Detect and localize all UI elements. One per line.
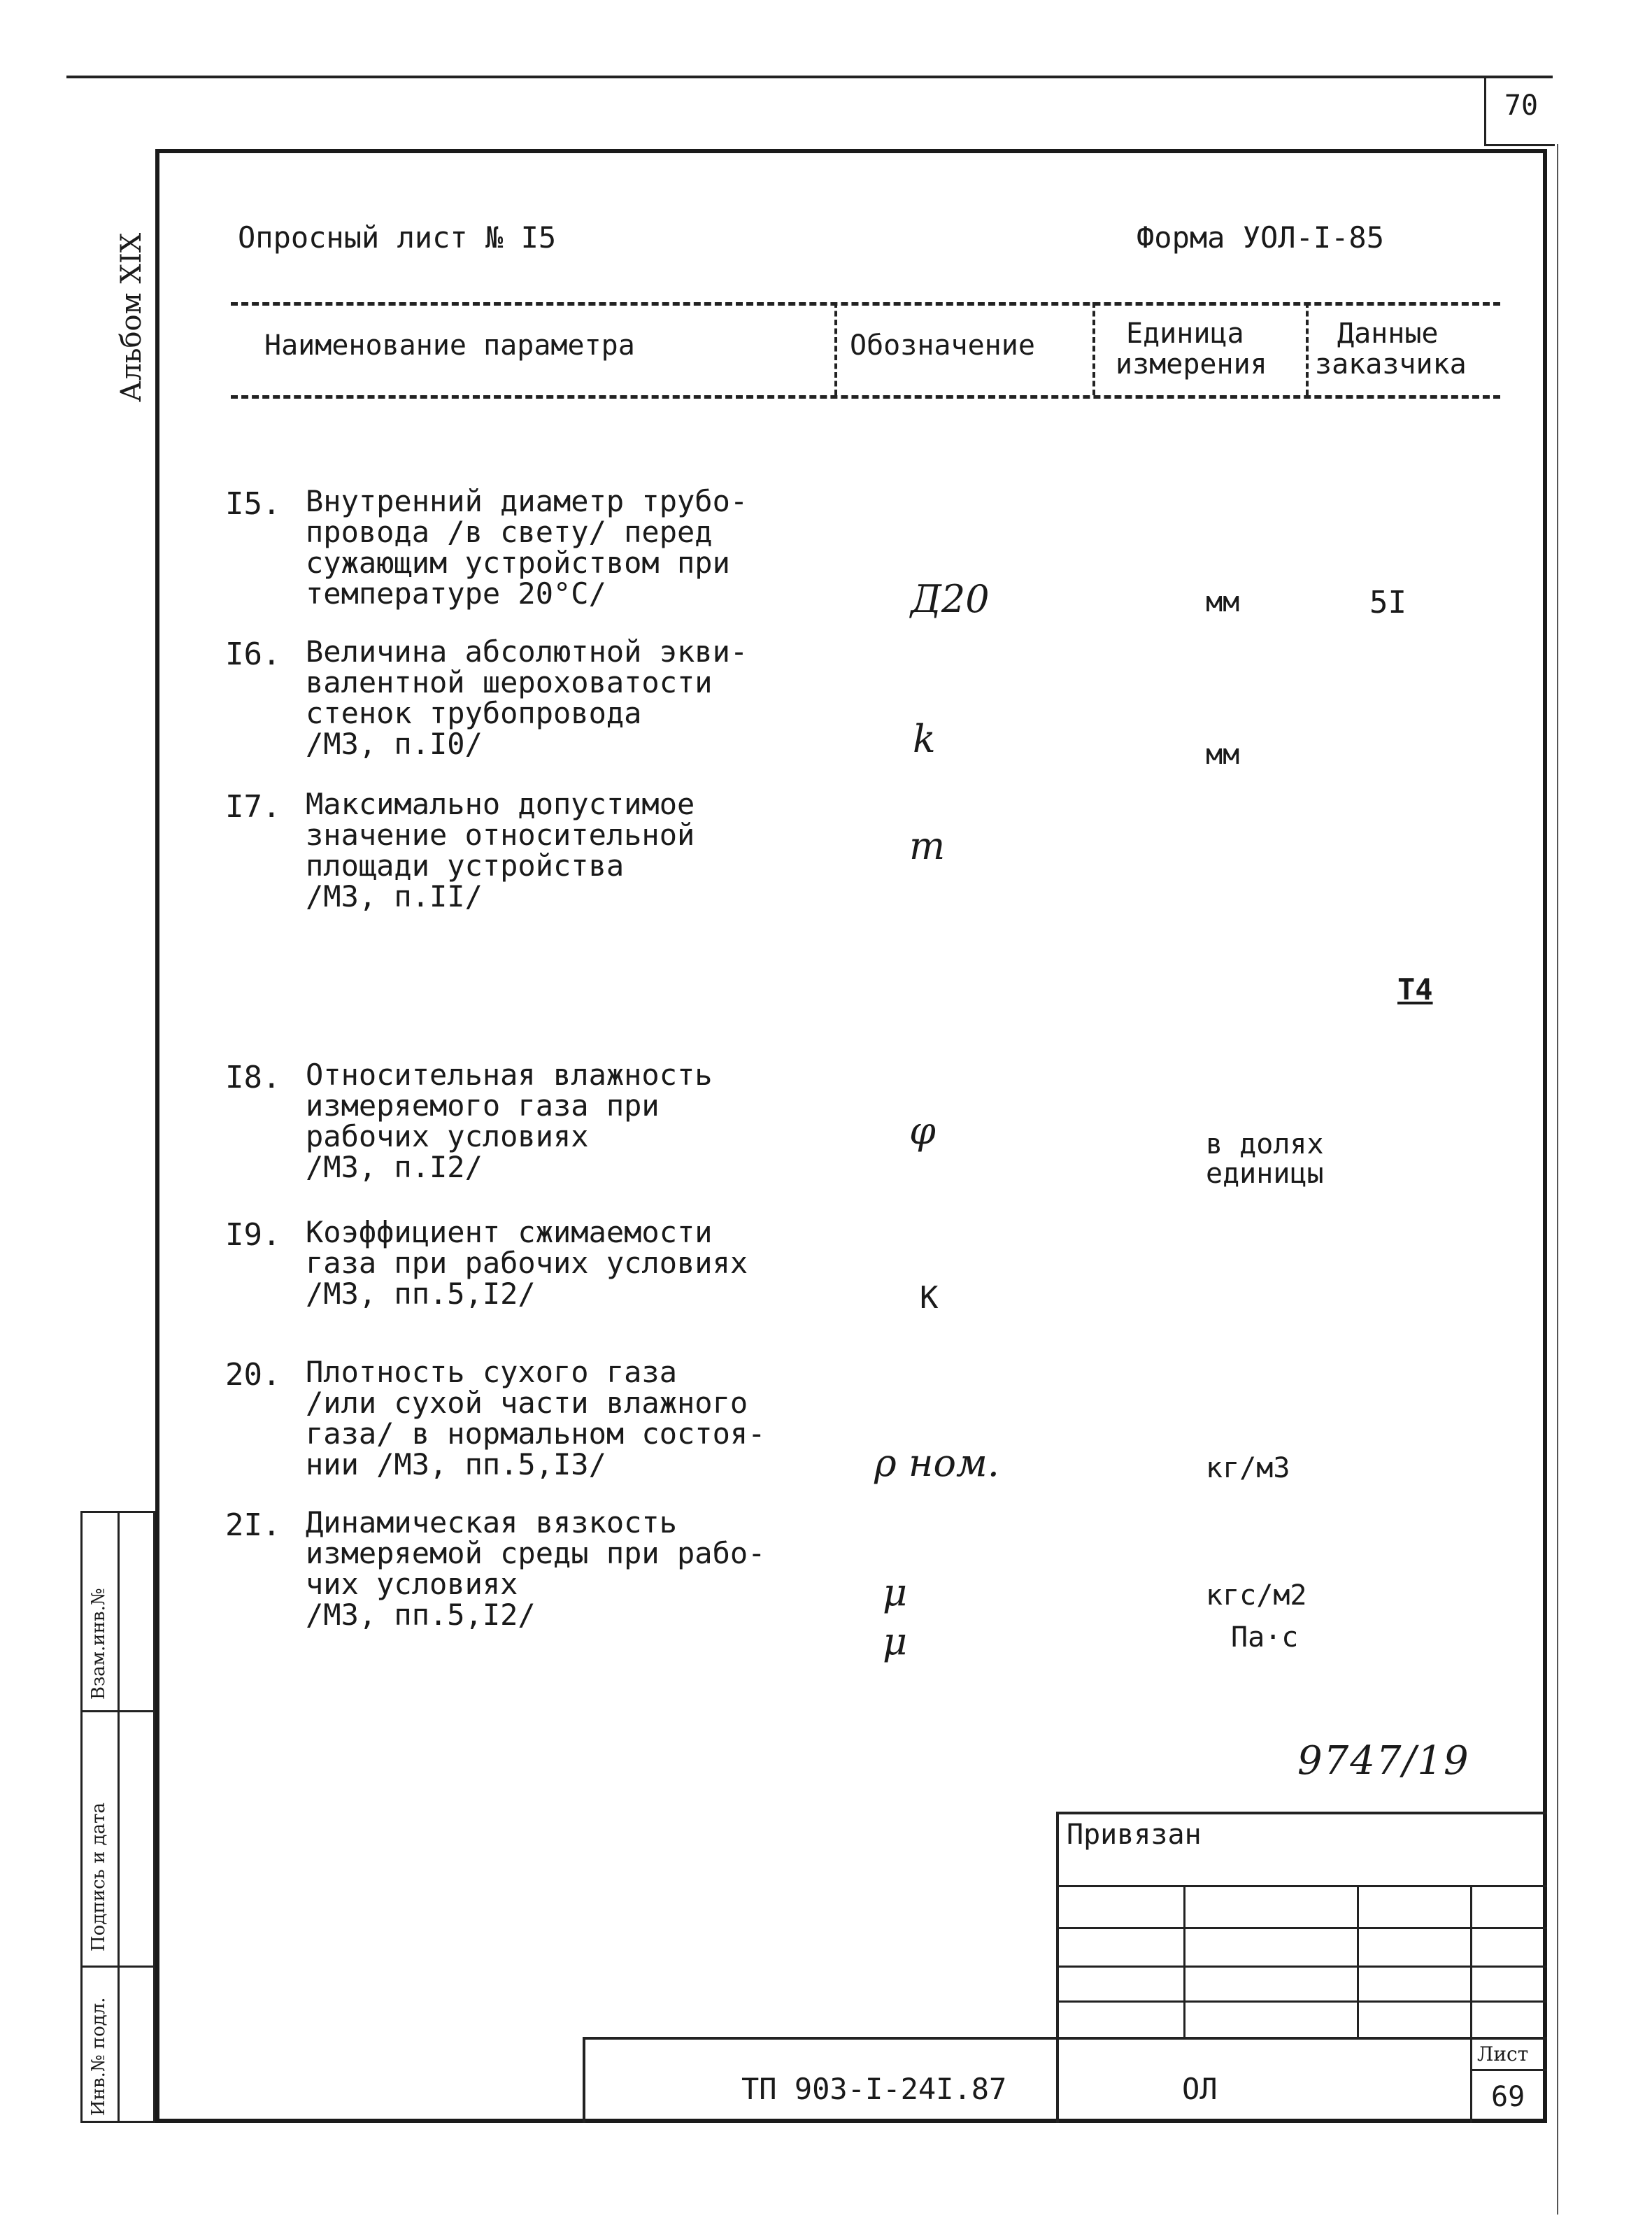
item-symbol: Д20 [911,577,990,621]
form-code: Форма УОЛ-I-85 [1137,220,1385,255]
header-divider [1306,302,1309,395]
item-number: I8. [225,1060,281,1095]
item-number: I9. [225,1217,281,1253]
item-symbol: m [909,824,946,868]
top-border-line [66,76,1553,78]
form-title: Опросный лист № I5 [238,220,557,255]
item-text: Величина абсолютной экви- валентной шероховатости стенок трубопровода /М3, п.I0/ [306,634,748,761]
sheet-divider [1470,2069,1547,2071]
header-unit-line1: Единица [1126,318,1244,350]
item-unit: мм [1206,586,1240,618]
header-unit-line2: измерения [1116,348,1267,381]
item-symbol-alt: μ [883,1619,908,1663]
header-divider [1092,302,1095,395]
item-symbol: k [913,717,936,761]
item-unit: кгс/м2 [1206,1579,1307,1612]
item-value: 5I [1369,585,1407,620]
binding-grid-line [1357,1885,1359,2037]
item-number: 2I. [225,1507,281,1543]
binding-grid-line [1056,2000,1547,2003]
binding-grid-line [1056,1966,1547,1968]
right-edge-line [1557,144,1558,2215]
item-text: Максимально допустимое значение относительной площади устройства /М3, п.II/ [306,787,695,914]
item-symbol: ρ ном. [874,1441,999,1485]
item-text: Внутренний диаметр трубо- провода /в свету/ перед сужающим устройством при температуре 20°С/ [306,484,748,611]
item-text: Динамическая вязкость измеряемой среды при рабо- чих условиях /М3, пп.5,I2/ [306,1505,766,1632]
item-text: Плотность сухого газа /или сухой части влажного газа/ в нормальном состоя- нии /М3, пп.5,I3/ [306,1355,766,1481]
page-number: 70 [1504,90,1539,122]
stamp-label-signature-date: Подпись и дата [88,1803,109,1952]
item-symbol: φ [909,1109,936,1153]
header-data-line2: заказчика [1315,348,1467,381]
header-top-rule [231,302,1500,306]
title-block [583,2037,1547,2123]
item-text: Относительная влажность измеряемого газа при рабочих условиях /М3, п.I2/ [306,1058,713,1184]
sheet-number: 69 [1491,2081,1525,2113]
header-symbol: Обозначение [850,329,1035,362]
binding-grid-line [1470,1885,1472,2037]
binding-grid-line [1056,1927,1547,1929]
item-number: 20. [225,1357,281,1393]
header-divider [834,302,837,395]
item-text: Коэффициент сжимаемости газа при рабочих условиях /М3, пп.5,I2/ [306,1215,748,1311]
handwritten-number: 9747/19 [1297,1738,1470,1784]
stamp-label-original-inv: Инв.№ подл. [88,1997,109,2116]
binding-grid-line [1183,1885,1185,2037]
item-unit: в долях единицы [1206,1128,1324,1190]
stamp-separator [83,1966,153,1968]
sheet-label: Лист [1477,2042,1529,2066]
item-number: I6. [225,637,281,672]
item-unit-alt: Па·с [1231,1621,1299,1654]
header-data-line1: Данные [1337,318,1439,350]
item-unit: мм [1206,739,1240,771]
album-label: Альбом XIX [115,232,148,402]
item-unit: кг/м3 [1206,1452,1290,1484]
item-symbol: К [920,1280,939,1316]
document-type: ОЛ [1182,2072,1218,2106]
stamp-separator [83,1710,153,1712]
binding-grid-line [1056,1885,1547,1887]
item-symbol: μ [883,1570,908,1614]
binding-label: Привязан [1067,1819,1202,1851]
stamp-column-divider [118,1511,120,2123]
stamp-label-replace-inv: Взам.инв.№ [88,1588,109,1700]
sheet-divider [1470,2037,1472,2123]
item-number: I5. [225,486,281,522]
header-param: Наименование параметра [264,329,635,362]
document-code: ТП 903-I-24I.87 [741,2072,1007,2106]
table-marker: Т4 [1397,972,1433,1007]
header-bottom-rule [231,395,1500,399]
item-number: I7. [225,789,281,825]
